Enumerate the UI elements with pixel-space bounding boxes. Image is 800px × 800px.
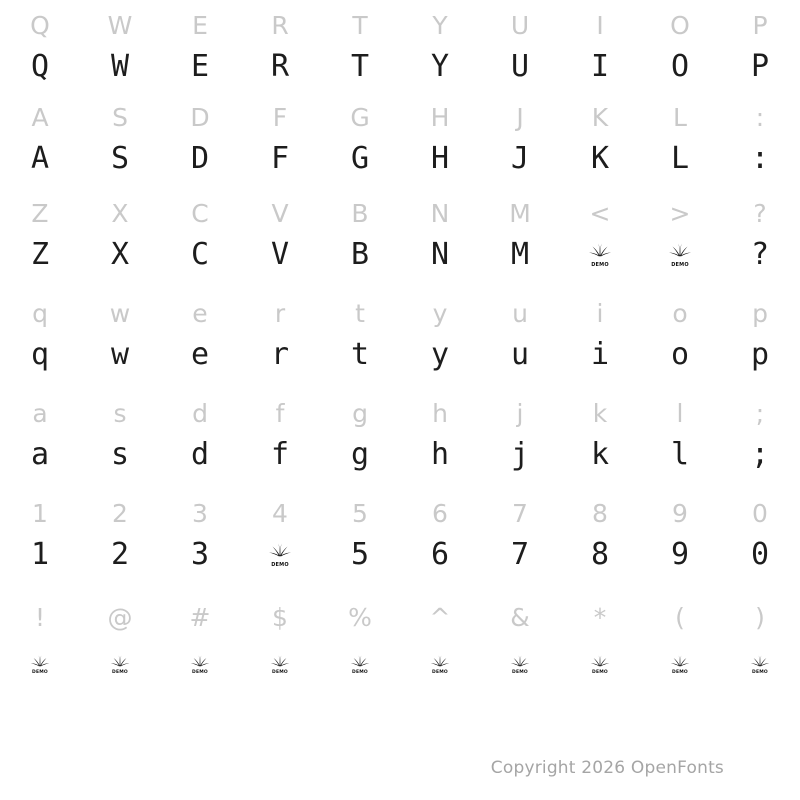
glyph-cell: W [110,49,130,84]
glyph-row-asdf-upper [0,134,800,184]
demo-placeholder-glyph [0,640,80,690]
glyph-cell: q [30,337,50,372]
key-legend-cell: r [274,298,286,328]
key-legend-cell: d [192,398,208,428]
glyph-cell: t [350,337,370,372]
demo-label: DEMO [512,670,528,675]
key-legend-cell: g [352,398,368,428]
key-legend-cell: i [596,298,604,328]
key-legend-cell: A [31,102,49,132]
key-legend-cell: G [350,102,370,132]
glyph-cell: r [270,337,290,372]
demo-label: DEMO [752,670,768,675]
key-legend-cell: Z [31,198,49,228]
demo-flower-icon [749,654,771,676]
key-legend-cell: p [752,298,768,328]
demo-label: DEMO [192,670,208,675]
demo-label: DEMO [352,670,368,675]
demo-placeholder-glyph [480,640,560,690]
glyph-cell: ? [750,237,770,272]
glyph-row-symbols [0,640,800,690]
demo-placeholder-glyph [640,640,720,690]
key-legend-cell: 6 [432,498,448,528]
key-legend-cell: ( [675,602,685,632]
glyph-row-qwerty-lower [0,330,800,380]
key-legend-cell: Y [432,10,448,40]
demo-flower-icon [429,654,451,676]
demo-label: DEMO [32,670,48,675]
glyph-cell: d [190,437,210,472]
key-legend-cell: f [275,398,285,428]
glyph-row-zxcv-upper [0,230,800,280]
key-legend-cell: J [516,102,524,132]
glyph-cell: L [670,141,690,176]
key-legend-cell: M [509,198,531,228]
glyph-row-qwerty-upper [0,42,800,92]
glyph-cell: Y [430,49,450,84]
key-legend-cell: q [32,298,48,328]
glyph-cell: V [270,237,290,272]
demo-label: DEMO [271,562,289,568]
demo-flower-icon [349,654,371,676]
glyph-cell: U [510,49,530,84]
glyph-cell: S [110,141,130,176]
key-legend-cell: 9 [672,498,688,528]
demo-placeholder-glyph [160,640,240,690]
key-legend-cell: < [589,198,611,228]
demo-placeholder-glyph [80,640,160,690]
key-legend-cell: K [591,102,609,132]
glyph-cell: 3 [190,537,210,572]
glyph-cell: j [510,437,530,472]
key-legend-cell: ; [755,398,765,428]
glyph-cell: C [190,237,210,272]
key-legend-cell: 3 [192,498,208,528]
key-legend-cell: w [109,298,131,328]
glyph-cell: M [510,237,530,272]
key-legend-cell: ! [34,602,46,632]
key-legend-cell: N [430,198,450,228]
demo-flower-icon [587,242,613,268]
glyph-cell: H [430,141,450,176]
key-legend-cell: % [348,602,372,632]
key-legend-cell: a [32,398,48,428]
key-legend-cell: k [592,398,608,428]
glyph-cell: 5 [350,537,370,572]
key-legend-cell: h [432,398,448,428]
key-legend-cell: y [432,298,448,328]
key-legend-cell: * [593,602,607,632]
glyph-cell: f [270,437,290,472]
glyph-cell: R [270,49,290,84]
key-legend-cell: j [516,398,524,428]
key-legend-cell: C [191,198,209,228]
demo-placeholder-glyph [640,230,720,280]
glyph-cell: : [750,141,770,176]
glyph-cell: i [590,337,610,372]
demo-label: DEMO [272,670,288,675]
demo-flower-icon [189,654,211,676]
key-legend-cell: I [596,10,604,40]
glyph-cell: ; [750,437,770,472]
glyph-cell: l [670,437,690,472]
glyph-cell: D [190,141,210,176]
glyph-cell: h [430,437,450,472]
glyph-cell: Z [30,237,50,272]
demo-flower-icon [267,542,293,568]
glyph-cell: A [30,141,50,176]
glyph-cell: 7 [510,537,530,572]
glyph-cell: T [350,49,370,84]
key-legend-cell: # [189,602,211,632]
key-legend-cell: D [190,102,210,132]
glyph-cell: J [510,141,530,176]
glyph-cell: w [110,337,130,372]
demo-flower-icon [667,242,693,268]
glyph-cell: F [270,141,290,176]
key-legend-cell: > [669,198,691,228]
key-legend-cell: @ [107,602,133,632]
key-legend-cell: P [752,10,768,40]
key-legend-cell: B [351,198,369,228]
key-legend-cell: T [352,10,368,40]
key-legend-cell: L [673,102,687,132]
glyph-cell: e [190,337,210,372]
key-legend-cell: U [510,10,530,40]
glyph-cell: 1 [30,537,50,572]
glyph-cell: G [350,141,370,176]
glyph-cell: N [430,237,450,272]
key-legend-cell: F [272,102,288,132]
demo-label: DEMO [112,670,128,675]
glyph-cell: 0 [750,537,770,572]
demo-label: DEMO [432,670,448,675]
glyph-cell: K [590,141,610,176]
key-legend-cell: : [755,102,765,132]
key-legend-cell: W [107,10,133,40]
glyph-cell: a [30,437,50,472]
key-legend-cell: X [111,198,129,228]
demo-flower-icon [669,654,691,676]
demo-flower-icon [109,654,131,676]
glyph-cell: B [350,237,370,272]
demo-flower-icon [29,654,51,676]
key-legend-cell: 8 [592,498,608,528]
glyph-cell: 2 [110,537,130,572]
demo-label: DEMO [672,670,688,675]
glyph-cell: g [350,437,370,472]
key-legend-cell: l [676,398,684,428]
glyph-cell: 8 [590,537,610,572]
glyph-row-asdf-lower [0,430,800,480]
legend-row-symbols [0,592,800,642]
demo-placeholder-glyph [320,640,400,690]
key-legend-cell: ) [755,602,765,632]
demo-label: DEMO [671,262,689,268]
glyph-cell: 6 [430,537,450,572]
glyph-cell: y [430,337,450,372]
key-legend-cell: 0 [752,498,768,528]
demo-placeholder-glyph [240,640,320,690]
demo-label: DEMO [592,670,608,675]
key-legend-cell: E [192,10,208,40]
copyright-notice: Copyright 2026 OpenFonts [490,758,724,778]
glyph-cell: E [190,49,210,84]
key-legend-cell: $ [272,602,288,632]
glyph-row-digits [0,530,800,580]
key-legend-cell: 1 [32,498,48,528]
key-legend-cell: 2 [112,498,128,528]
glyph-cell: Q [30,49,50,84]
key-legend-cell: u [512,298,528,328]
key-legend-cell: 5 [352,498,368,528]
glyph-cell: 9 [670,537,690,572]
key-legend-cell: 4 [272,498,288,528]
demo-flower-icon [589,654,611,676]
key-legend-cell: ? [753,198,767,228]
demo-placeholder-glyph [240,530,320,580]
glyph-cell: k [590,437,610,472]
glyph-cell: X [110,237,130,272]
key-legend-cell: H [430,102,450,132]
glyph-cell: o [670,337,690,372]
key-legend-cell: 7 [512,498,528,528]
key-legend-cell: O [670,10,690,40]
demo-placeholder-glyph [720,640,800,690]
key-legend-cell: s [113,398,127,428]
demo-placeholder-glyph [560,640,640,690]
key-legend-cell: R [271,10,289,40]
demo-flower-icon [269,654,291,676]
demo-placeholder-glyph [400,640,480,690]
glyph-cell: I [590,49,610,84]
glyph-cell: P [750,49,770,84]
key-legend-cell: V [271,198,289,228]
demo-placeholder-glyph [560,230,640,280]
glyph-cell: p [750,337,770,372]
demo-label: DEMO [591,262,609,268]
glyph-cell: u [510,337,530,372]
key-legend-cell: Q [30,10,50,40]
key-legend-cell: e [192,298,208,328]
key-legend-cell: t [355,298,365,328]
key-legend-cell: S [112,102,128,132]
glyph-cell: s [110,437,130,472]
glyph-cell: O [670,49,690,84]
key-legend-cell: ^ [429,602,451,632]
key-legend-cell: & [510,602,530,632]
key-legend-cell: o [672,298,688,328]
demo-flower-icon [509,654,531,676]
